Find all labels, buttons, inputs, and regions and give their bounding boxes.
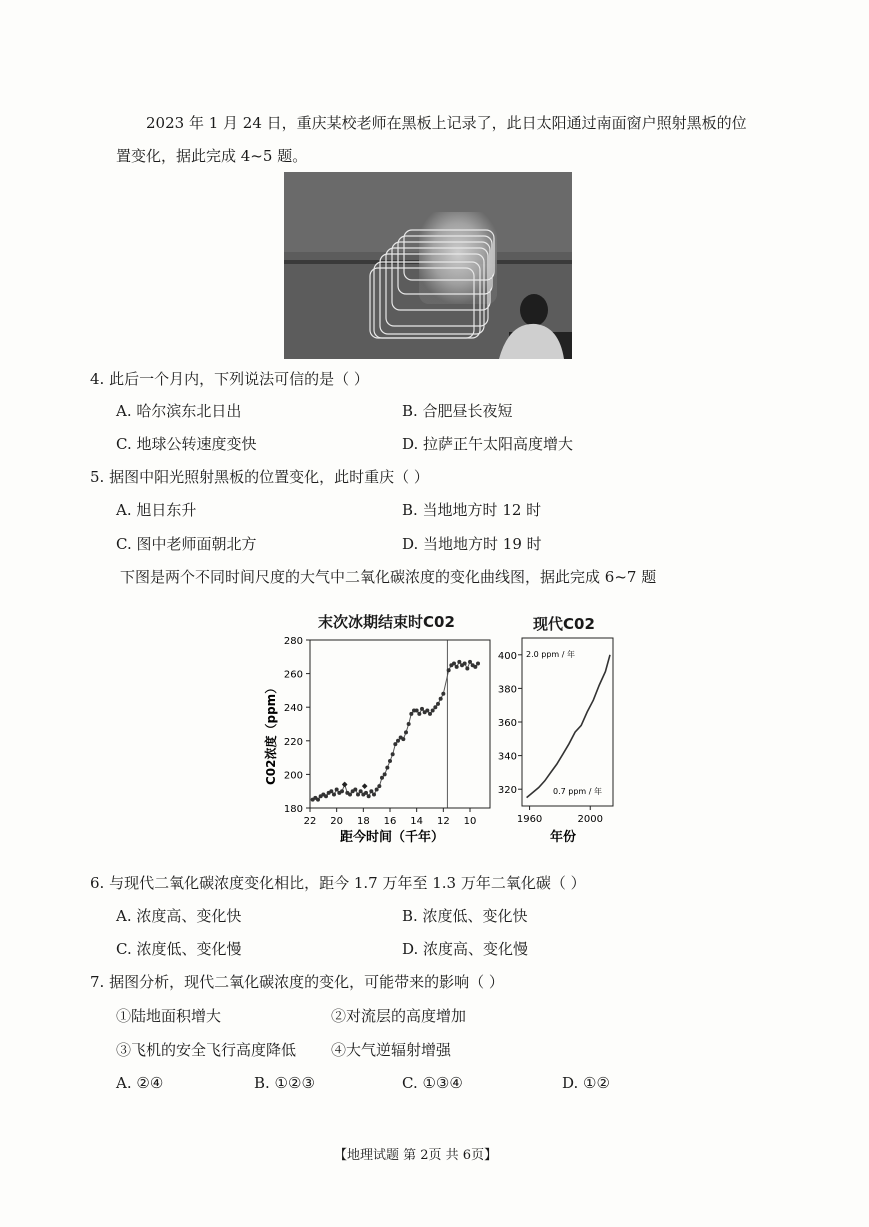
blackboard-photo (284, 172, 572, 359)
q7-statement-3: ③飞机的安全飞行高度降低 (116, 1041, 297, 1059)
q7-stem: 7. 据图分析，现代二氧化碳浓度的变化，可能带来的影响（ ） (90, 973, 504, 991)
chart1-ytick-label: 260 (283, 669, 303, 681)
chart1-point (391, 752, 395, 756)
chart2-annotation-top: 2.0 ppm / 年 (526, 650, 575, 659)
chart1-outlier (362, 783, 368, 789)
chart1-point (417, 712, 421, 716)
chart1-point (380, 776, 384, 780)
chart1-point (388, 759, 392, 763)
chart2-ytick-label: 380 (497, 684, 517, 696)
chart1 (255, 630, 500, 854)
chart1-point (409, 712, 413, 716)
intro-line-2: 置变化，据此完成 4~5 题。 (116, 147, 308, 165)
q4-option-b[interactable]: B. 合肥昼长夜短 (402, 402, 513, 420)
chart1-point (415, 709, 419, 713)
chart2-xtick-label: 1960 (516, 814, 543, 825)
chart1-xtick-label: 10 (463, 816, 477, 827)
chart1-point (329, 789, 333, 793)
q7-option-b[interactable]: B. ①②③ (254, 1074, 315, 1092)
chart1-point (324, 794, 328, 798)
q7-option-d[interactable]: D. ①② (562, 1074, 610, 1092)
q4-stem: 4. 此后一个月内，下列说法可信的是（ ） (90, 370, 369, 388)
chart1-point (353, 788, 357, 792)
chart2-xtick-label: 2000 (577, 814, 603, 825)
chart1-title: 末次冰期结束时C02 (318, 613, 455, 631)
chart1-point (404, 730, 408, 734)
chart1-ylabel: C02浓度（ppm） (264, 681, 278, 785)
chart1-point (465, 667, 469, 671)
chart1-point (348, 793, 352, 797)
q7-statement-2: ②对流层的高度增加 (331, 1007, 467, 1025)
page-footer: 【地理试题 第 2页 共 6页】 (334, 1148, 498, 1163)
q5-option-b[interactable]: B. 当地地方时 12 时 (402, 501, 542, 519)
chart2-ytick-label: 340 (497, 751, 517, 763)
q5-stem: 5. 据图中阳光照射黑板的位置变化，此时重庆（ ） (90, 468, 429, 486)
chart1-point (420, 707, 424, 711)
chart1-point (468, 660, 472, 664)
chart1-point (393, 742, 397, 746)
chart1-ytick-label: 240 (283, 703, 303, 715)
q6-stem: 6. 与现代二氧化碳浓度变化相比，距今 1.7 万年至 1.3 万年二氧化碳（ ） (90, 874, 586, 892)
chart1-point (375, 788, 379, 792)
chart1-point (457, 660, 461, 664)
chart1-point (463, 662, 467, 666)
chart1-point (396, 739, 400, 743)
chart1-point (431, 709, 435, 713)
chart1-point (369, 789, 373, 793)
chart1-xtick-label: 12 (436, 816, 450, 827)
q5-option-a[interactable]: A. 旭日东升 (116, 501, 197, 519)
chart1-point (372, 793, 376, 797)
chart1-point (383, 772, 387, 776)
chart1-point (335, 788, 339, 792)
q7-option-c[interactable]: C. ①③④ (402, 1074, 463, 1092)
chart1-point (359, 789, 363, 793)
chart1-point (425, 709, 429, 713)
q6-option-a[interactable]: A. 浓度高、变化快 (116, 907, 242, 925)
chart1-point (316, 798, 320, 802)
chart1-xtick-label: 20 (330, 816, 344, 827)
q4-option-a[interactable]: A. 哈尔滨东北日出 (116, 402, 242, 420)
chart1-point (356, 793, 360, 797)
chart1-point (452, 662, 456, 666)
chart1-xtick-label: 22 (303, 816, 317, 827)
q5-option-d[interactable]: D. 当地地方时 19 时 (402, 535, 542, 553)
chart2-ytick-label: 400 (497, 650, 517, 662)
chart1-point (367, 794, 371, 798)
q5-option-c[interactable]: C. 图中老师面朝北方 (116, 535, 257, 553)
chart1-point (385, 766, 389, 770)
chart1-xlabel: 距今时间（千年） (340, 830, 445, 845)
chart1-point (428, 712, 432, 716)
chart1-ytick-label: 200 (283, 770, 303, 782)
chart1-ytick-label: 280 (283, 636, 303, 647)
chart1-point (447, 668, 451, 672)
q4-option-d[interactable]: D. 拉萨正午太阳高度增大 (402, 435, 574, 453)
chart1-xtick-label: 18 (356, 816, 370, 827)
q4-option-c[interactable]: C. 地球公转速度变快 (116, 435, 257, 453)
chart1-point (340, 789, 344, 793)
chart2-title: 现代C02 (533, 615, 595, 633)
chart1-xtick-label: 16 (383, 816, 397, 827)
chart1-ytick-label: 180 (283, 804, 303, 815)
q6-option-b[interactable]: B. 浓度低、变化快 (402, 907, 528, 925)
chart1-point (401, 737, 405, 741)
q6-option-d[interactable]: D. 浓度高、变化慢 (402, 940, 529, 958)
q7-statement-4: ④大气逆辐射增强 (331, 1041, 452, 1059)
chart2-frame (522, 638, 613, 806)
chart2-series-line (527, 655, 610, 798)
q7-statement-1: ①陆地面积增大 (116, 1007, 222, 1025)
chart2-ytick-label: 360 (497, 718, 517, 729)
chart2-ytick-label: 320 (497, 785, 517, 797)
intro-line-1: 2023 年 1 月 24 日，重庆某校老师在黑板上记录了，此日太阳通过南面窗户照射黑板的位 (146, 114, 747, 132)
chart1-point (407, 722, 411, 726)
chart1-point (473, 665, 477, 669)
chart1-point (436, 702, 440, 706)
chart1-point (364, 791, 368, 795)
chart1-point (377, 784, 381, 788)
chart2-annotation-bottom: 0.7 ppm / 年 (553, 787, 602, 796)
q6-option-c[interactable]: C. 浓度低、变化慢 (116, 940, 242, 958)
intro-6-7: 下图是两个不同时间尺度的大气中二氧化碳浓度的变化曲线图，据此完成 6~7 题 (120, 568, 657, 586)
chart1-point (439, 697, 443, 701)
chart2-xlabel: 年份 (550, 830, 577, 845)
q7-option-a[interactable]: A. ②④ (116, 1074, 164, 1092)
chart1-point (441, 692, 445, 696)
chart1-series-line (313, 662, 478, 800)
chart1-point (433, 705, 437, 709)
chart1-ytick-label: 220 (283, 736, 303, 748)
chart1-point (455, 665, 459, 669)
chart1-point (476, 662, 480, 666)
chart1-xtick-label: 14 (410, 816, 424, 827)
chart1-outlier (342, 782, 348, 788)
chart1-point (332, 793, 336, 797)
chart2 (495, 630, 625, 854)
